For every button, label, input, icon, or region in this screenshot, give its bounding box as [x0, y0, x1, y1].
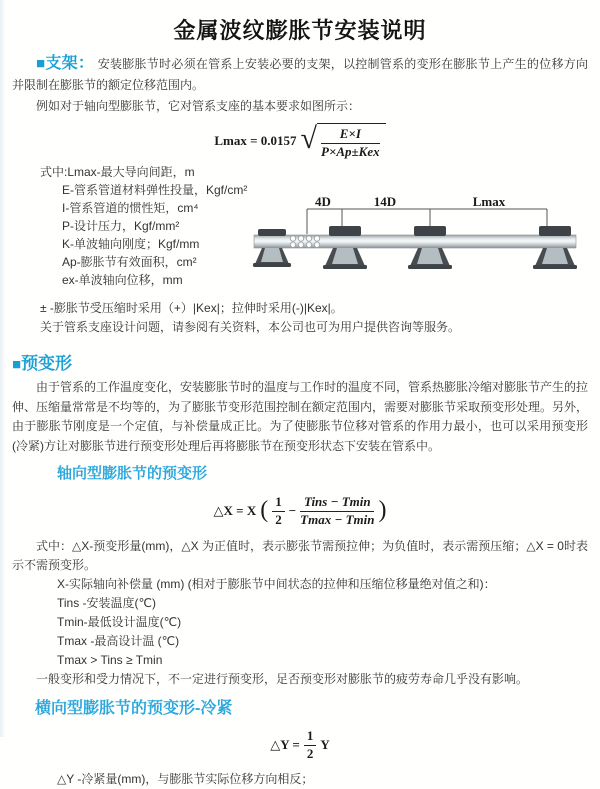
definition-line: I-管系管道的惯性矩，cm⁴	[62, 201, 199, 215]
definition-line: K-单波轴向刚度；Kgf/mm	[62, 237, 200, 251]
predeform-paragraph: 由于管系的工作温度变化，安装膨胀节时的温度与工作时的温度不同，管系热膨胀冷缩对膨胀节产生的拉伸、压缩量常常是不均等的，为了膨胀节变形范围控制在额定范围内，需要对膨胀节采取预变形处理。另外，由于膨胀节刚度是一个定值，与补偿量成正比。为了使膨胀节位移对管系的作用力最小，也可以采用预变形(冷紧)方让对膨胀节进行预变形处理后再将膨胀节在预变形状态下安装在管系中。	[12, 380, 589, 453]
y-definition-line: △Y -冷紧量(mm)，与膨胀节实际位移方向相反；	[57, 772, 314, 786]
definition-line: E-管系管道材料弹性投量，Kgf/cm²	[62, 183, 248, 197]
formula-dx-half-fraction	[272, 495, 285, 528]
temperature-relation-line: Tmax > Tins ≥ Tmin	[57, 653, 163, 667]
support-example-line: 例如对于轴向型膨胀节，它对管系支座的基本要求如图所示：	[36, 99, 361, 113]
support-intro-paragraph	[12, 53, 588, 96]
support-section-label-text: 支架：	[45, 55, 95, 72]
kex-note-line: ± -膨胀节受压缩时采用（+）|Kex|；拉伸时采用(-)|Kex|。	[40, 301, 343, 315]
formula-dx-temp-fraction	[300, 495, 374, 528]
definition-line: 式中:Lmax-最大导向间距，m	[40, 165, 195, 179]
predeform-note-line: 一般变形和受力情况下，不一定进行预变形，足否预变形对膨胀节的疲劳寿命几乎没有影响。	[36, 672, 529, 686]
support-section-label	[36, 55, 94, 72]
formula-delta-y	[12, 728, 588, 762]
dy-numerator: 1	[304, 729, 317, 746]
blue-square-icon: ■	[12, 356, 22, 373]
blue-square-icon: ■	[36, 55, 46, 72]
service-note-line: 关于管系支座设计问题，请参阅有关资料，本公司也可为用户提供咨询等服务。	[40, 320, 461, 334]
lateral-predeform-heading: 横向型膨胀节的预变形-冷紧	[35, 700, 233, 717]
diagram-label-4d: 4D	[315, 195, 331, 209]
support-intro-text: 安装膨胀节时必须在管系上安装必要的支架，以控制管系的变形在膨胀节上产生的位移方向并限制在膨胀节的额定位移范围内。	[12, 57, 588, 92]
formula-dy-rhs: Y	[320, 737, 330, 752]
definition-line: Ap-膨胀节有效面积，cm²	[62, 255, 197, 269]
formula-lmax-fraction	[321, 127, 380, 160]
definition-line: P-设计压力，Kgf/mm²	[62, 219, 180, 233]
axial-predeform-heading: 轴向型膨胀节的预变形	[57, 465, 208, 482]
page-title: 金属波纹膨胀节安装说明	[173, 18, 427, 43]
formula-delta-x	[12, 491, 588, 531]
formula-lmax	[12, 123, 588, 159]
formula-lmax-numerator: E×I	[321, 127, 380, 144]
sqrt-radical	[301, 123, 386, 160]
predeform-heading-text: 预变形	[21, 354, 73, 373]
pipe-support-diagram	[250, 195, 600, 295]
half-denominator: 2	[275, 511, 282, 527]
half-numerator: 1	[272, 495, 285, 512]
formula-dy-fraction	[304, 729, 317, 762]
formula-lmax-denominator: P×Ap±Kex	[321, 143, 380, 159]
sqrt-icon: √	[300, 122, 318, 155]
dx-explain-paragraph: 式中：△X-预变形量(mm)，△X 为正值时，表示膨张节需预拉伸；为负值时，表示需预压缩；△X = 0时表示不需预变形。	[12, 539, 588, 572]
diagram-label-lmax: Lmax	[472, 195, 506, 209]
formula-dx-lhs: △X = X	[213, 503, 257, 518]
symbol-definitions-block	[12, 163, 588, 299]
temp-denominator: Tmax − Tmin	[300, 511, 375, 527]
definition-line: ex-单波轴向位移，mm	[62, 273, 183, 287]
formula-lmax-lhs: Lmax = 0.0157	[214, 133, 297, 148]
tmax-line: Tmax -最高设计温 (℃)	[57, 634, 180, 648]
open-paren: (	[260, 496, 269, 523]
x-definition-line: X-实际轴向补偿量 (mm) (相对于膨胀节中间状态的拉伸和压缩位移量绝对值之和)：	[57, 577, 496, 591]
tins-line: Tins -安装温度(℃)	[57, 596, 157, 610]
formula-dy-lhs: △Y =	[270, 737, 300, 752]
close-paren: )	[378, 496, 387, 523]
tmin-line: Tmin-最低设计温度(℃)	[57, 615, 182, 629]
dy-denominator: 2	[306, 745, 314, 761]
minus-sign: −	[288, 503, 297, 518]
predeform-heading	[12, 349, 588, 374]
formula-lmax-radicand	[317, 123, 386, 160]
temp-numerator: Tins − Tmin	[300, 495, 374, 512]
diagram-label-14d: 14D	[373, 195, 397, 209]
